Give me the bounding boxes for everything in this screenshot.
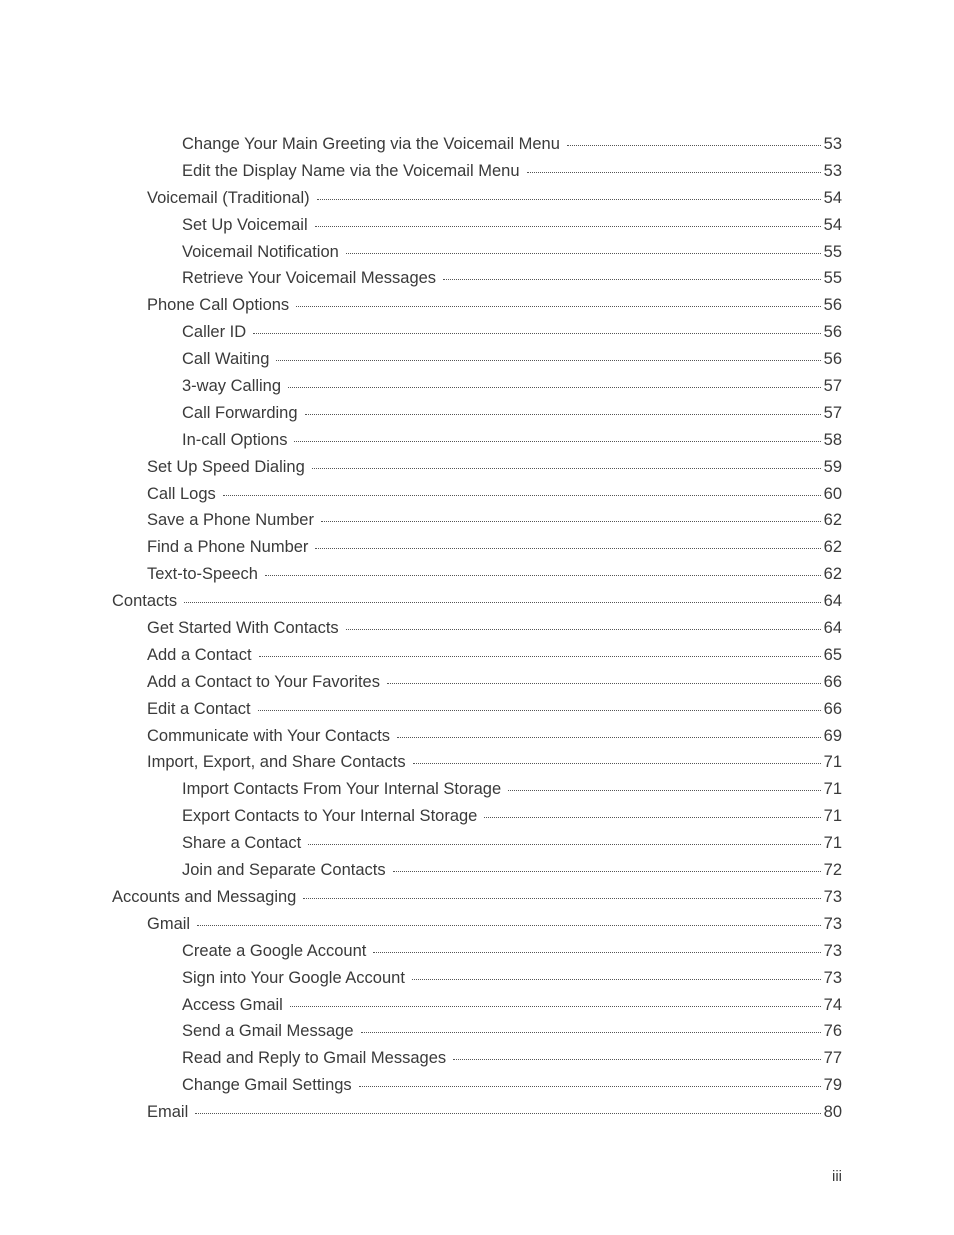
toc-dot-leader [308,844,820,845]
toc-entry-page-number: 55 [823,269,842,288]
toc-entry[interactable] [0,481,954,508]
toc-entry-page-number: 77 [823,1049,842,1068]
toc-entry-title: Voicemail Notification [182,242,339,261]
toc-entry-title: Call Logs [147,484,216,503]
toc-dot-leader [567,145,821,146]
toc-entry-title: Add a Contact [147,645,252,664]
toc-entry-title: Phone Call Options [147,296,290,315]
toc-entry[interactable] [0,561,954,588]
toc-entry[interactable] [0,830,954,857]
toc-dot-leader [315,226,821,227]
toc-dot-leader [312,468,821,469]
toc-dot-leader [195,1113,820,1114]
toc-entry[interactable] [0,292,954,319]
toc-entry-page-number: 62 [823,538,842,557]
toc-dot-leader [346,253,821,254]
toc-entry-page-number: 64 [823,619,842,638]
toc-entry[interactable] [0,911,954,938]
toc-entry-page-number: 55 [823,242,842,261]
toc-dot-leader [276,360,820,361]
toc-entry[interactable] [0,1072,954,1099]
toc-dot-leader [258,710,821,711]
toc-entry-page-number: 57 [823,403,842,422]
toc-entry-title: Edit the Display Name via the Voicemail Menu [182,161,520,180]
toc-entry-page-number: 69 [823,726,842,745]
toc-entry-page-number: 57 [823,377,842,396]
toc-entry-title: Join and Separate Contacts [182,861,386,880]
toc-entry-page-number: 66 [823,672,842,691]
toc-entry[interactable] [0,373,954,400]
toc-dot-leader [387,683,821,684]
toc-entry[interactable] [0,185,954,212]
toc-entry[interactable] [0,588,954,615]
toc-entry[interactable] [0,642,954,669]
toc-dot-leader [259,656,821,657]
toc-entry-title: Export Contacts to Your Internal Storage [182,807,478,826]
toc-entry[interactable] [0,507,954,534]
toc-entry[interactable] [0,319,954,346]
toc-entry-page-number: 80 [823,1103,842,1122]
toc-dot-leader [184,602,821,603]
toc-dot-leader [294,441,820,442]
toc-entry[interactable] [0,131,954,158]
page-number: iii [832,1168,842,1185]
toc-entry-page-number: 74 [823,995,842,1014]
toc-entry[interactable] [0,749,954,776]
toc-entry-page-number: 71 [823,807,842,826]
toc-entry-title: Edit a Contact [147,699,251,718]
toc-dot-leader [527,172,821,173]
toc-entry-page-number: 65 [823,645,842,664]
toc-entry[interactable] [0,265,954,292]
toc-dot-leader [321,521,821,522]
toc-entry[interactable] [0,212,954,239]
toc-entry-page-number: 56 [823,350,842,369]
toc-entry-title: Create a Google Account [182,941,367,960]
toc-dot-leader [397,737,821,738]
toc-entry[interactable] [0,346,954,373]
toc-entry[interactable] [0,1045,954,1072]
toc-entry-title: Import Contacts From Your Internal Storage [182,780,502,799]
toc-dot-leader [453,1059,821,1060]
toc-entry-page-number: 71 [823,834,842,853]
toc-entry-page-number: 71 [823,780,842,799]
toc-dot-leader [296,306,820,307]
toc-entry[interactable] [0,1099,954,1126]
toc-dot-leader [484,817,820,818]
toc-entry-title: Save a Phone Number [147,511,314,530]
toc-entry-title: Find a Phone Number [147,538,309,557]
toc-entry-page-number: 56 [823,296,842,315]
toc-entry[interactable] [0,454,954,481]
toc-entry-title: Contacts [112,592,178,611]
toc-entry[interactable] [0,1018,954,1045]
toc-entry-title: Text-to-Speech [147,565,258,584]
toc-entry-title: Change Gmail Settings [182,1076,352,1095]
toc-dot-leader [346,629,821,630]
toc-dot-leader [253,333,820,334]
toc-entry-page-number: 60 [823,484,842,503]
toc-entry-page-number: 76 [823,1022,842,1041]
toc-entry-title: Call Waiting [182,350,270,369]
toc-entry[interactable] [0,669,954,696]
toc-dot-leader [361,1032,821,1033]
toc-dot-leader [508,790,820,791]
toc-entry-title: Share a Contact [182,834,302,853]
toc-entry-page-number: 59 [823,457,842,476]
toc-entry-page-number: 73 [823,968,842,987]
toc-entry-title: Access Gmail [182,995,283,1014]
toc-entry-page-number: 71 [823,753,842,772]
toc-entry-page-number: 64 [823,592,842,611]
toc-entry[interactable] [0,965,954,992]
toc-entry-page-number: 72 [823,861,842,880]
toc-entry[interactable] [0,776,954,803]
toc-entry-title: Change Your Main Greeting via the Voicemail Menu [182,135,560,153]
toc-entry-title: Caller ID [182,323,247,342]
toc-dot-leader [288,387,821,388]
toc-entry[interactable] [0,723,954,750]
toc-entry-page-number: 73 [823,887,842,906]
toc-entry-title: Email [147,1103,189,1122]
toc-entry-page-number: 73 [823,914,842,933]
toc-entry-title: Send a Gmail Message [182,1022,354,1041]
toc-entry-title: Read and Reply to Gmail Messages [182,1049,447,1068]
toc-entry-title: Get Started With Contacts [147,619,339,638]
toc-entry-page-number: 53 [823,135,842,153]
toc-entry-page-number: 56 [823,323,842,342]
toc-dot-leader [290,1006,821,1007]
toc-entry[interactable] [0,857,954,884]
toc-dot-leader [443,279,821,280]
toc-entry-page-number: 73 [823,941,842,960]
toc-entry-title: Call Forwarding [182,403,298,422]
toc-entry[interactable] [0,534,954,561]
toc-entry[interactable] [0,696,954,723]
toc-dot-leader [305,414,821,415]
toc-entry-page-number: 58 [823,430,842,449]
toc-entry[interactable] [0,158,954,185]
toc-entry-title: Voicemail (Traditional) [147,188,310,207]
toc-entry[interactable] [0,992,954,1019]
toc-dot-leader [265,575,821,576]
toc-entry-title: Sign into Your Google Account [182,968,405,987]
toc-entry-title: 3-way Calling [182,377,282,396]
toc-entry-page-number: 62 [823,511,842,530]
toc-entry-title: Set Up Voicemail [182,215,308,234]
toc-entry-title: Gmail [147,914,191,933]
toc-entry-title: Set Up Speed Dialing [147,457,305,476]
toc-entry[interactable] [0,938,954,965]
toc-entry-title: In-call Options [182,430,288,449]
toc-entry-page-number: 54 [823,188,842,207]
toc-entry-page-number: 54 [823,215,842,234]
toc-dot-leader [317,199,821,200]
toc-entry[interactable] [0,884,954,911]
toc-entry-page-number: 66 [823,699,842,718]
toc-entry[interactable] [0,427,954,454]
toc-entry-title: Communicate with Your Contacts [147,726,391,745]
table-of-contents [0,131,954,1126]
toc-entry[interactable] [0,400,954,427]
toc-dot-leader [315,548,820,549]
toc-entry-title: Accounts and Messaging [112,887,297,906]
toc-entry-title: Add a Contact to Your Favorites [147,672,380,691]
toc-dot-leader [413,763,821,764]
toc-dot-leader [359,1086,821,1087]
toc-dot-leader [223,495,821,496]
toc-dot-leader [373,952,820,953]
toc-entry[interactable] [0,803,954,830]
toc-dot-leader [393,871,821,872]
toc-entry-page-number: 62 [823,565,842,584]
toc-entry-title: Retrieve Your Voicemail Messages [182,269,437,288]
toc-entry-page-number: 53 [823,161,842,180]
toc-entry-page-number: 79 [823,1076,842,1095]
toc-entry-title: Import, Export, and Share Contacts [147,753,406,772]
toc-dot-leader [197,925,821,926]
toc-entry[interactable] [0,615,954,642]
toc-entry[interactable] [0,239,954,266]
toc-dot-leader [303,898,820,899]
toc-dot-leader [412,979,821,980]
